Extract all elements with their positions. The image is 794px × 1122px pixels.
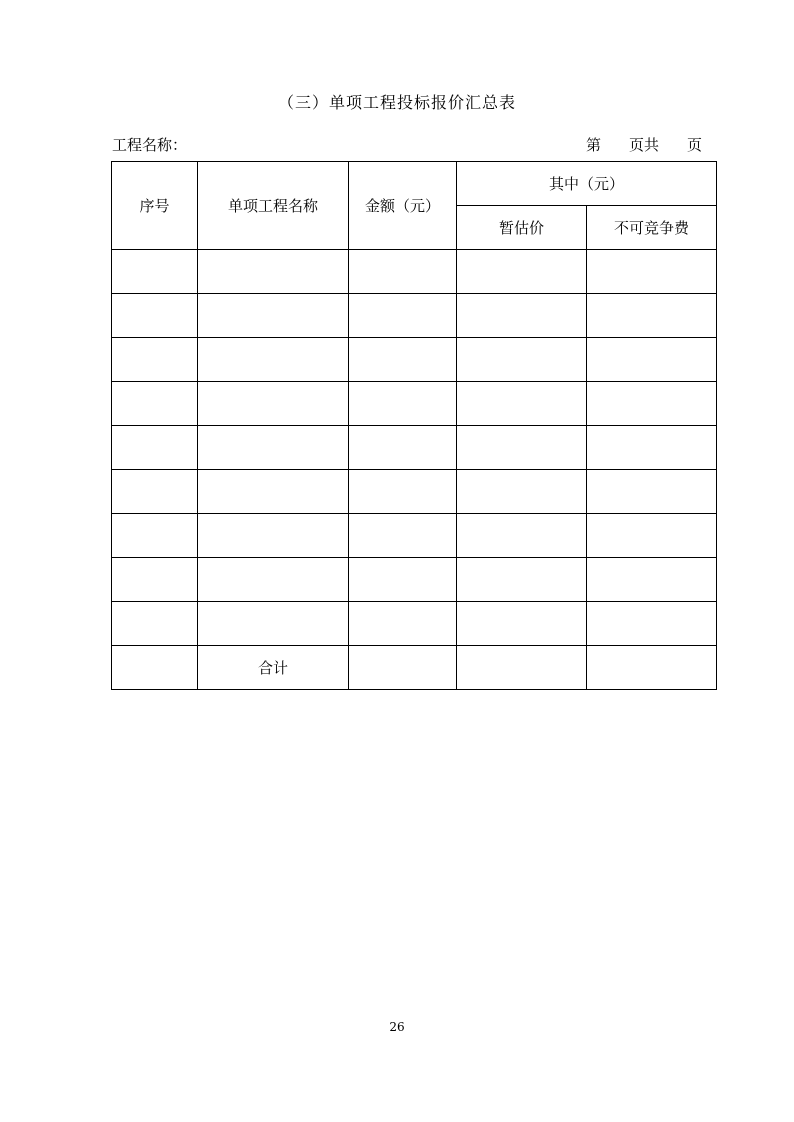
cell-project-name: [198, 250, 349, 294]
cell-project-name: [198, 514, 349, 558]
table-row: [112, 250, 717, 294]
cell-amount: [349, 382, 457, 426]
cell-provisional: [457, 470, 587, 514]
table-row: [112, 470, 717, 514]
cell-non-competitive: [587, 250, 717, 294]
cell-non-competitive: [587, 470, 717, 514]
cell-provisional: [457, 514, 587, 558]
cell-project-name: [198, 294, 349, 338]
cell-provisional: [457, 250, 587, 294]
cell-non-competitive: [587, 514, 717, 558]
cell-provisional: [457, 294, 587, 338]
cell-index: [112, 602, 198, 646]
cell-provisional: [457, 338, 587, 382]
cell-amount: [349, 250, 457, 294]
summary-table: [111, 161, 717, 690]
cell-amount: [349, 470, 457, 514]
total-label: 合计: [198, 646, 349, 690]
cell-index: [112, 250, 198, 294]
cell-index: [112, 426, 198, 470]
cell-index: [112, 382, 198, 426]
page-info: [586, 134, 702, 155]
cell-non-competitive: [587, 294, 717, 338]
project-name-label: 工程名称：: [112, 136, 188, 154]
table-row: [112, 602, 717, 646]
table-row: [112, 382, 717, 426]
cell-provisional: [457, 602, 587, 646]
total-row: [112, 646, 717, 690]
cell-provisional: [457, 426, 587, 470]
total-cell-provisional: [457, 646, 587, 690]
total-cell-index: [112, 646, 198, 690]
cell-project-name: [198, 338, 349, 382]
header-non-competitive: 不可竞争费: [587, 206, 717, 250]
table-row: [112, 558, 717, 602]
header-index: 序号: [112, 162, 198, 250]
cell-project-name: [198, 558, 349, 602]
cell-non-competitive: [587, 382, 717, 426]
header-amount: 金额（元）: [349, 162, 457, 250]
header-provisional: 暂估价: [457, 206, 587, 250]
cell-provisional: [457, 382, 587, 426]
cell-project-name: [198, 470, 349, 514]
cell-amount: [349, 514, 457, 558]
cell-amount: [349, 426, 457, 470]
cell-index: [112, 470, 198, 514]
table-row: [112, 338, 717, 382]
cell-amount: [349, 294, 457, 338]
cell-index: [112, 294, 198, 338]
cell-index: [112, 558, 198, 602]
cell-non-competitive: [587, 558, 717, 602]
table-row: [112, 294, 717, 338]
cell-amount: [349, 338, 457, 382]
cell-non-competitive: [587, 602, 717, 646]
page-mid-label: 页共: [628, 136, 659, 154]
cell-non-competitive: [587, 338, 717, 382]
cell-index: [112, 338, 198, 382]
table-row: [112, 514, 717, 558]
cell-index: [112, 514, 198, 558]
total-cell-non-competitive: [587, 646, 717, 690]
total-cell-amount: [349, 646, 457, 690]
table-row: [112, 426, 717, 470]
page-number: 26: [389, 1020, 405, 1034]
cell-project-name: [198, 602, 349, 646]
header-of-which: 其中（元）: [457, 162, 717, 206]
page-end-label: 页: [686, 136, 702, 154]
cell-non-competitive: [587, 426, 717, 470]
page-title: （三）单项工程投标报价汇总表: [277, 93, 516, 112]
page-label: 第: [585, 136, 601, 154]
cell-amount: [349, 558, 457, 602]
cell-project-name: [198, 382, 349, 426]
cell-project-name: [198, 426, 349, 470]
header-project-name: 单项工程名称: [198, 162, 349, 250]
cell-amount: [349, 602, 457, 646]
cell-provisional: [457, 558, 587, 602]
